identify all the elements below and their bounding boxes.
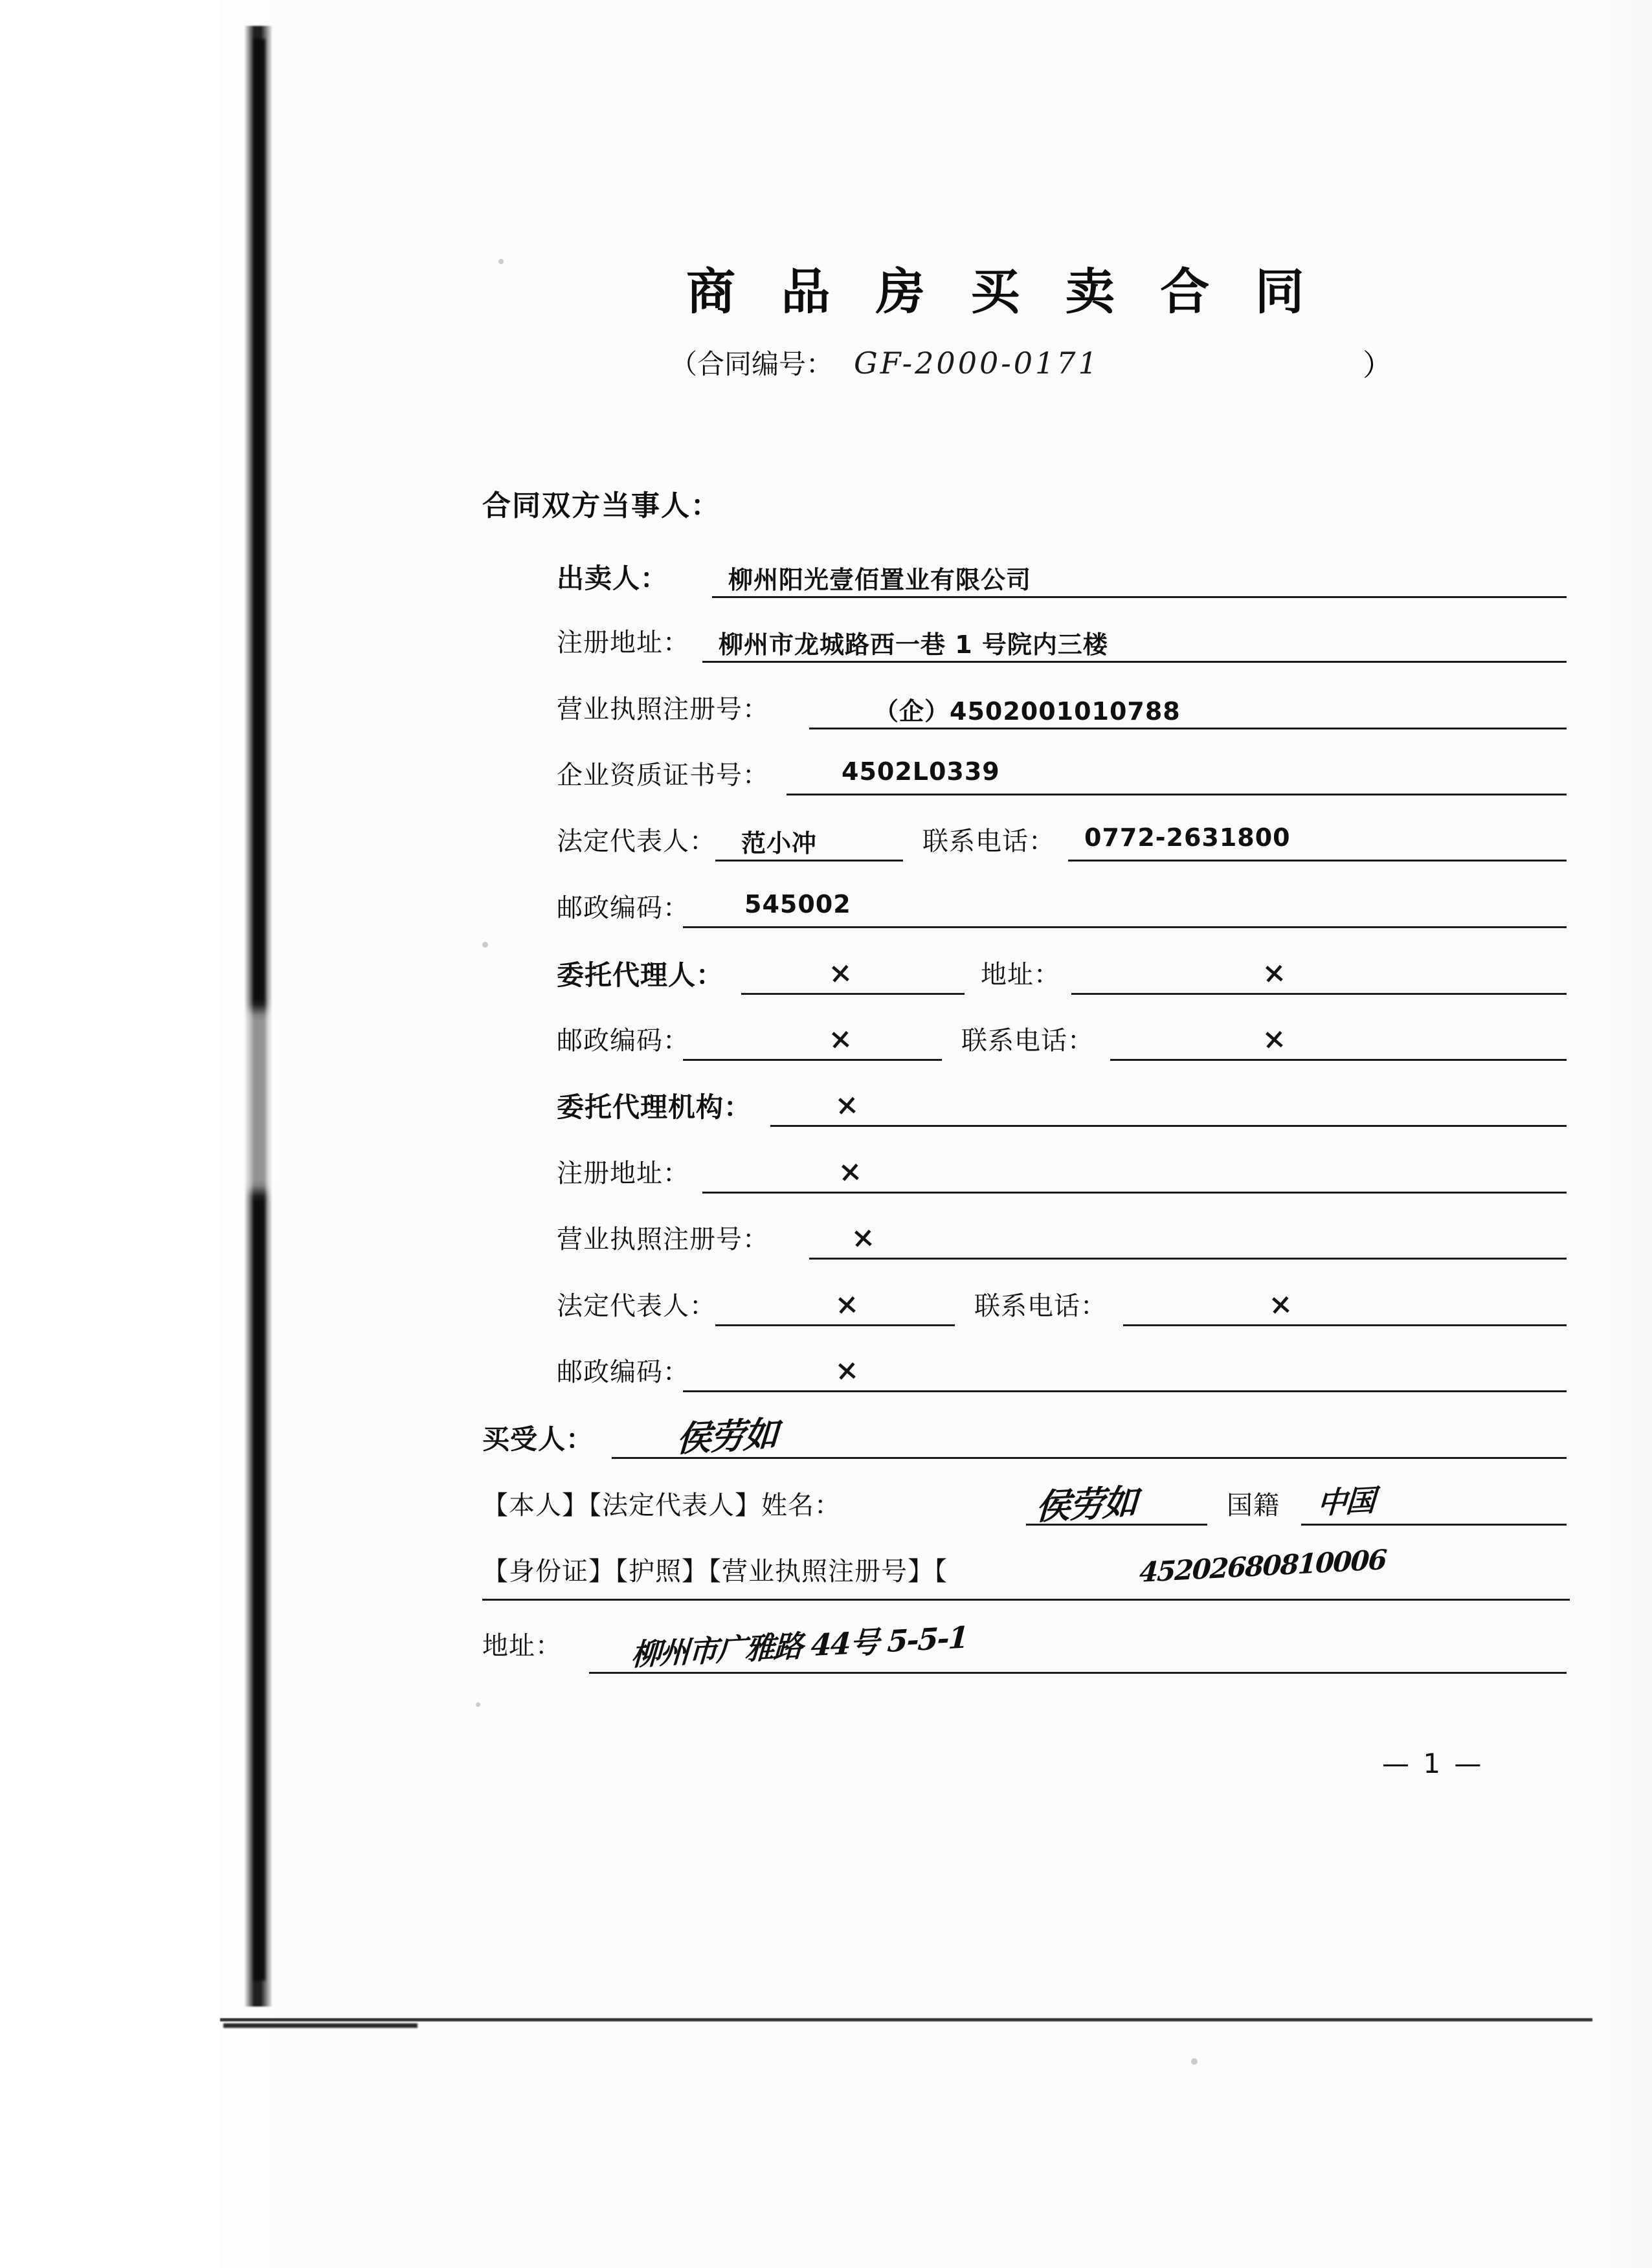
agent-org-phone-value: × xyxy=(1267,1287,1294,1322)
buyer-address-underline xyxy=(589,1672,1567,1674)
agent-org-phone-label: 联系电话： xyxy=(974,1291,1107,1321)
agent-org-underline xyxy=(770,1125,1567,1127)
buyer-heading-label: 买受人： xyxy=(482,1423,594,1455)
agent-org-reg-address-label: 注册地址： xyxy=(557,1159,689,1188)
seller-phone-label: 联系电话： xyxy=(922,827,1055,856)
agent-org-phone-underline xyxy=(1123,1324,1567,1326)
contract-number-row xyxy=(670,343,1382,388)
seller-phone-value: 0772-2631800 xyxy=(1084,823,1291,852)
agent-org-license-row xyxy=(557,1215,1592,1265)
seller-postcode-label: 邮政编码： xyxy=(557,893,689,923)
buyer-nationality-label: 国籍 xyxy=(1227,1491,1280,1520)
buyer-nationality-value: 中国 xyxy=(1316,1482,1376,1521)
page-number: — 1 — xyxy=(1382,1748,1484,1779)
agent-org-legal-rep-underline xyxy=(715,1324,955,1326)
seller-reg-address-label: 注册地址： xyxy=(557,628,689,658)
buyer-person-type-label: 【本人】【法定代表人】姓名： xyxy=(482,1491,841,1520)
agent-org-legal-rep-row xyxy=(557,1282,1592,1332)
agent-org-reg-address-row xyxy=(557,1149,1592,1199)
buyer-id-underline xyxy=(482,1599,1570,1601)
buyer-id-row xyxy=(482,1543,1596,1597)
buyer-id-value: 45202680810006 xyxy=(1138,1543,1387,1589)
seller-license-underline xyxy=(809,728,1567,729)
page-title: 商 品 房 买 卖 合 同 xyxy=(686,263,1319,320)
buyer-name-value: 侯劳如 xyxy=(1034,1480,1138,1528)
seller-legal-rep-value: 范小冲 xyxy=(741,829,818,858)
agent-org-postcode-underline xyxy=(683,1390,1567,1392)
seller-postcode-row xyxy=(557,884,1592,934)
agent-person-postcode-value: × xyxy=(827,1021,854,1057)
agent-org-row xyxy=(557,1082,1592,1133)
seller-name-row xyxy=(557,553,1592,604)
agent-person-row xyxy=(557,950,1592,1001)
agent-org-value: × xyxy=(834,1087,860,1123)
buyer-heading-row xyxy=(482,1414,1596,1465)
agent-person-phone-value: × xyxy=(1261,1021,1288,1057)
buyer-heading-value: 侯劳如 xyxy=(675,1412,779,1460)
agent-org-legal-rep-value: × xyxy=(834,1287,860,1322)
agent-person-postcode-label: 邮政编码： xyxy=(557,1026,689,1056)
agent-person-postcode-underline xyxy=(683,1059,942,1061)
contract-number-close-paren: ） xyxy=(1363,348,1392,383)
seller-reg-address-underline xyxy=(702,661,1567,663)
agent-org-postcode-value: × xyxy=(834,1353,860,1388)
agent-person-phone-label: 联系电话： xyxy=(961,1026,1094,1056)
seller-qualification-value: 4502L0339 xyxy=(842,757,1000,786)
seller-reg-address-value: 柳州市龙城路西一巷 1 号院内三楼 xyxy=(719,630,1108,659)
parties-heading: 合同双方当事人： xyxy=(482,489,720,522)
buyer-address-label: 地址： xyxy=(482,1631,562,1661)
agent-org-reg-address-underline xyxy=(702,1192,1567,1194)
agent-org-license-underline xyxy=(809,1258,1567,1260)
agent-person-value: × xyxy=(827,955,854,991)
seller-legal-rep-row xyxy=(557,817,1592,867)
buyer-name-row xyxy=(482,1481,1596,1531)
seller-name-value: 柳州阳光壹佰置业有限公司 xyxy=(728,566,1032,594)
agent-org-legal-rep-label: 法定代表人： xyxy=(557,1291,716,1321)
agent-person-phone-underline xyxy=(1110,1059,1567,1061)
agent-person-address-value: × xyxy=(1261,955,1288,991)
seller-reg-address-row xyxy=(557,618,1592,669)
seller-name-label: 出卖人： xyxy=(557,562,669,594)
agent-org-label: 委托代理机构： xyxy=(557,1091,752,1123)
seller-postcode-value: 545002 xyxy=(744,890,851,918)
agent-org-license-value: × xyxy=(850,1220,876,1256)
buyer-id-type-label: 【身份证】【护照】【营业执照注册号】【 xyxy=(482,1557,948,1586)
agent-person-address-underline xyxy=(1071,993,1567,995)
buyer-nationality-underline xyxy=(1301,1524,1567,1526)
seller-qualification-underline xyxy=(787,794,1567,795)
seller-legal-rep-underline xyxy=(715,860,903,862)
contract-number-value: GF-2000-0171 xyxy=(854,346,1100,381)
buyer-address-row xyxy=(482,1621,1596,1672)
agent-person-underline xyxy=(741,993,965,995)
agent-person-label: 委托代理人： xyxy=(557,959,724,991)
seller-name-underline xyxy=(712,596,1567,598)
buyer-address-value: 柳州市广雅路 44号 5-5-1 xyxy=(630,1619,969,1673)
seller-phone-underline xyxy=(1068,860,1567,862)
seller-qualification-row xyxy=(557,751,1592,801)
contract-number-label: （合同编号： xyxy=(670,348,834,380)
agent-org-postcode-label: 邮政编码： xyxy=(557,1357,689,1387)
agent-person-address-label: 地址： xyxy=(981,960,1060,990)
agent-org-reg-address-value: × xyxy=(837,1154,864,1190)
seller-qualification-label: 企业资质证书号： xyxy=(557,761,769,790)
seller-license-label: 营业执照注册号： xyxy=(557,695,769,724)
agent-person-contact-row xyxy=(557,1016,1592,1067)
seller-license-row xyxy=(557,685,1592,735)
seller-postcode-underline xyxy=(683,926,1567,928)
agent-org-license-label: 营业执照注册号： xyxy=(557,1225,769,1254)
seller-legal-rep-label: 法定代表人： xyxy=(557,827,716,856)
seller-license-value: （企）4502001010788 xyxy=(874,697,1181,726)
agent-org-postcode-row xyxy=(557,1348,1592,1398)
